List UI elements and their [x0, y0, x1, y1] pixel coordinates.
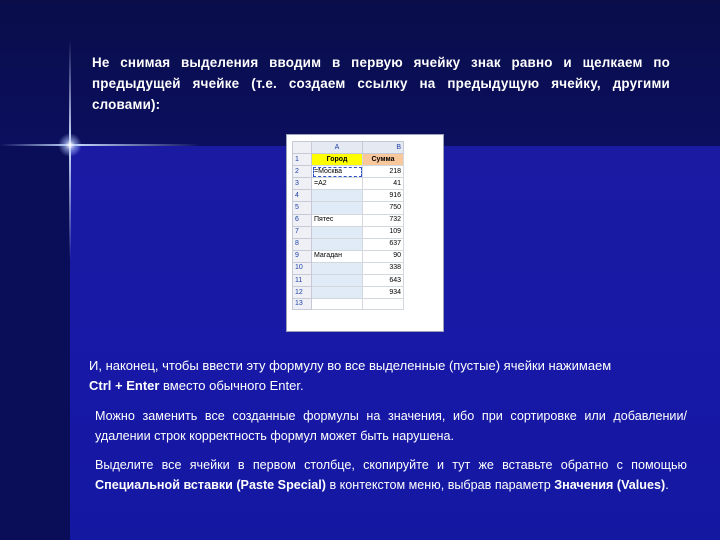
cell-a: =Москва — [312, 166, 363, 178]
row-number: 4 — [293, 190, 312, 202]
cell-a — [312, 238, 363, 250]
cell-a — [312, 275, 363, 287]
row-number: 9 — [293, 250, 312, 262]
paragraph-4-text: Выделите все ячейки в первом столбце, скопируйте и тут же вставьте обратно с помощью — [95, 458, 687, 472]
spreadsheet-screenshot — [286, 134, 444, 332]
table-row — [293, 299, 404, 310]
cell-b: 732 — [363, 214, 404, 226]
row-number: 11 — [293, 275, 312, 287]
spreadsheet-grid — [292, 141, 404, 310]
table-row — [293, 250, 404, 262]
cell-header-sum: Сумма — [363, 154, 404, 166]
cell-b: 643 — [363, 275, 404, 287]
instruction-paragraph-2 — [89, 356, 689, 396]
cell-b: 90 — [363, 250, 404, 262]
table-row — [293, 214, 404, 226]
cell-a — [312, 299, 363, 310]
column-header-row — [293, 142, 404, 154]
cell-a: Пятес — [312, 214, 363, 226]
cell-b: 218 — [363, 166, 404, 178]
cell-b: 338 — [363, 262, 404, 274]
row-number: 8 — [293, 238, 312, 250]
table-row — [293, 166, 404, 178]
paragraph-2-text: И, наконец, чтобы ввести эту формулу во все выделенные (пустые) ячейки нажимаем — [89, 358, 612, 373]
cell-b: 916 — [363, 190, 404, 202]
cell-a: =A2 — [312, 178, 363, 190]
column-header-b: B — [363, 142, 404, 154]
row-number: 6 — [293, 214, 312, 226]
instruction-paragraph-3: Можно заменить все созданные формулы на значения, ибо при сортировке или добавлении/удалении строк корректность формул может быть нарушена. — [95, 409, 687, 443]
row-number: 7 — [293, 226, 312, 238]
table-row — [293, 226, 404, 238]
table-row — [293, 275, 404, 287]
cell-b: 109 — [363, 226, 404, 238]
values-term: Значения (Values) — [554, 478, 666, 492]
paragraph-2-text-end: вместо обычного Enter. — [159, 378, 304, 393]
cell-b: 750 — [363, 202, 404, 214]
background-left-strip — [0, 146, 70, 540]
row-number: 13 — [293, 299, 312, 310]
corner-cell — [293, 142, 312, 154]
paragraph-4-text-end: . — [665, 478, 669, 492]
cell-b — [363, 299, 404, 310]
row-number: 3 — [293, 178, 312, 190]
cell-a — [312, 226, 363, 238]
row-number: 5 — [293, 202, 312, 214]
row-number: 1 — [293, 154, 312, 166]
cell-b: 934 — [363, 287, 404, 299]
row-number: 10 — [293, 262, 312, 274]
cell-header-city: Город — [312, 154, 363, 166]
cell-a — [312, 287, 363, 299]
table-row — [293, 238, 404, 250]
table-row — [293, 202, 404, 214]
cell-b: 41 — [363, 178, 404, 190]
instruction-paragraph-1: Не снимая выделения вводим в первую ячейку знак равно и щелкаем по предыдущей ячейке (т.е. создаем ссылку на предыдущую ячейку, другими словами): — [92, 55, 670, 112]
light-flare-core — [58, 133, 82, 157]
table-row — [293, 190, 404, 202]
table-row — [293, 178, 404, 190]
row-number: 2 — [293, 166, 312, 178]
table-row — [293, 154, 404, 166]
cell-a — [312, 262, 363, 274]
table-row — [293, 287, 404, 299]
column-header-a: A — [312, 142, 363, 154]
cell-a: Магадан — [312, 250, 363, 262]
hotkey-ctrl-enter: Ctrl + Enter — [89, 378, 160, 393]
paragraph-4-text-mid: в контекстом меню, выбрав параметр — [325, 478, 555, 492]
light-flare-horizontal — [0, 144, 200, 146]
instruction-paragraph-4 — [95, 455, 687, 495]
row-number: 12 — [293, 287, 312, 299]
cell-b: 637 — [363, 238, 404, 250]
paste-special-term: Специальной вставки (Paste Special) — [95, 478, 326, 492]
cell-a — [312, 202, 363, 214]
table-row — [293, 262, 404, 274]
cell-a — [312, 190, 363, 202]
